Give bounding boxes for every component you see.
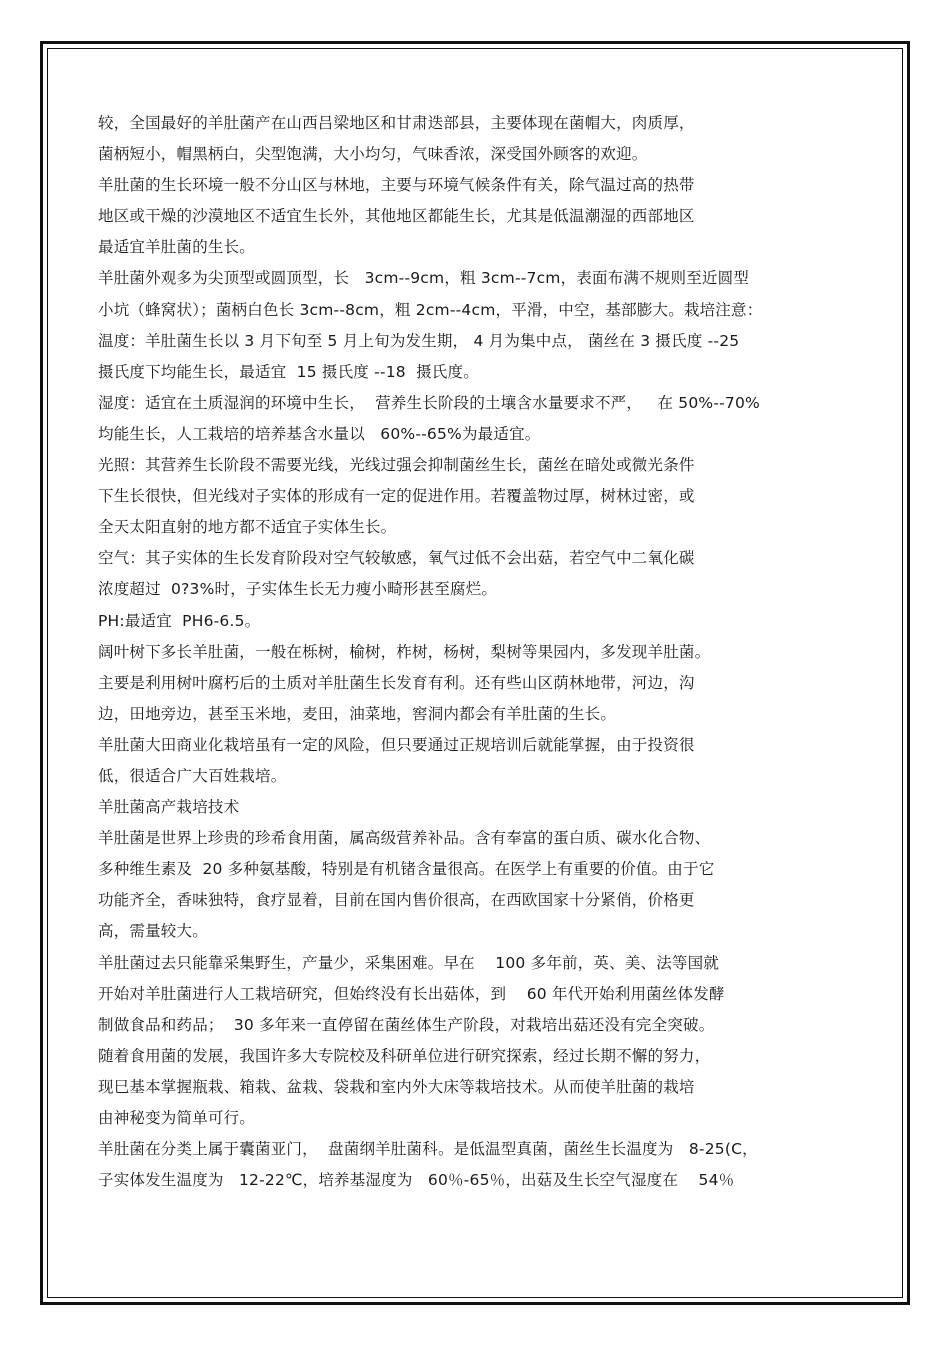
text-line: 小坑（蜂窝状）；菌柄白色长 3cm--8cm，粗 2cm--4cm，平滑，中空，基部膨大。栽培注意： — [98, 300, 763, 319]
document-body — [98, 108, 858, 1196]
text-line: 羊肚菌在分类上属于囊菌亚门， 盘菌纲羊肚菌科。是低温型真菌，菌丝生长温度为 8-25(C， — [98, 1140, 758, 1159]
text-line: 子实体发生温度为 12-22℃，培养基湿度为 60％-65％，出菇及生长空气湿度在 54％ — [98, 1171, 735, 1190]
text-line: 阔叶树下多长羊肚菌，一般在栎树，榆树，柞树，杨树，梨树等果园内，多发现羊肚菌。 — [98, 642, 711, 661]
text-line: 边，田地旁边，甚至玉米地，麦田，油菜地，窖洞内都会有羊肚菌的生长。 — [98, 704, 617, 723]
text-line: 现巳基本掌握瓶栽、箱栽、盆栽、袋栽和室内外大床等栽培技术。从而使羊肚菌的栽培 — [98, 1077, 695, 1096]
text-line: 光照：其营养生长阶段不需要光线，光线过强会抑制菌丝生长，菌丝在暗处或微光条件 — [98, 456, 695, 475]
text-line: 较，全国最好的羊肚菌产在山西吕梁地区和甘肃迭部县，主要体现在菌帽大，肉质厚， — [98, 114, 695, 132]
text-line: 羊肚菌过去只能靠采集野生，产量少，采集困难。早在 100 多年前，英、美、法等国就 — [98, 953, 720, 972]
text-line: 制做食品和药品； 30 多年来一直停留在菌丝体生产阶段，对栽培出菇还没有完全突破。 — [98, 1015, 715, 1034]
text-line: 菌柄短小，帽黑柄白，尖型饱满，大小均匀，气味香浓，深受国外顾客的欢迎。 — [98, 145, 648, 164]
text-line: 温度：羊肚菌生长以 3 月下旬至 5 月上旬为发生期， 4 月为集中点， 菌丝在 3 摄氏度 --25 — [98, 331, 740, 350]
text-line: 空气：其子实体的生长发育阶段对空气较敏感，氧气过低不会出菇，若空气中二氧化碳 — [98, 549, 695, 568]
text-line: 羊肚菌大田商业化栽培虽有一定的风险，但只要通过正规培训后就能掌握，由于投资很 — [98, 735, 695, 754]
text-line: 最适宜羊肚菌的生长。 — [98, 238, 256, 257]
text-line: 湿度：适宜在土质湿润的环境中生长， 营养生长阶段的土壤含水量要求不严， 在 50%--70% — [98, 393, 760, 412]
text-line: 主要是利用树叶腐朽后的土质对羊肚菌生长发育有利。还有些山区荫林地带，河边，沟 — [98, 673, 695, 692]
text-line: 高，需量较大。 — [98, 922, 208, 941]
section-heading: 羊肚菌高产栽培技术 — [98, 798, 240, 817]
text-line: 羊肚菌的生长环境一般不分山区与林地，主要与环境气候条件有关，除气温过高的热带 — [98, 176, 695, 195]
text-line: 开始对羊肚菌进行人工栽培研究，但始终没有长出菇体，到 60 年代开始利用菌丝体发酵 — [98, 984, 725, 1003]
text-line: 羊肚菌外观多为尖顶型或圆顶型，长 3cm--9cm，粗 3cm--7cm，表面布满不规则至近圆型 — [98, 269, 750, 288]
text-line: 均能生长，人工栽培的培养基含水量以 60%--65%为最适宜。 — [98, 424, 541, 443]
text-line: 摄氏度下均能生长，最适宜 15 摄氏度 --18 摄氏度。 — [98, 362, 479, 381]
text-line: 由神秘变为简单可行。 — [98, 1109, 256, 1127]
text-line: 多种维生素及 20 多种氨基酸，特别是有机锗含量很高。在医学上有重要的价值。由于它 — [98, 860, 715, 879]
text-line: 羊肚菌是世界上珍贵的珍希食用菌，属高级营养补品。含有奉富的蛋白质、碳水化合物、 — [98, 829, 711, 848]
text-line: 随着食用菌的发展，我国许多大专院校及科研单位进行研究探索，经过长期不懈的努力， — [98, 1046, 711, 1065]
text-line: 低，很适合广大百姓栽培。 — [98, 766, 287, 785]
text-line: 浓度超过 0?3%时，子实体生长无力瘦小畸形甚至腐烂。 — [98, 580, 498, 599]
text-line: 全天太阳直射的地方都不适宜子实体生长。 — [98, 518, 397, 537]
text-line: 功能齐全，香味独特，食疗显着，目前在国内售价很高，在西欧国家十分紧俏，价格更 — [98, 891, 695, 910]
text-line: 地区或干燥的沙漠地区不适宜生长外，其他地区都能生长，尤其是低温潮湿的西部地区 — [98, 207, 695, 226]
text-line: 下生长很快，但光线对子实体的形成有一定的促进作用。若覆盖物过厚，树林过密，或 — [98, 487, 695, 506]
text-line: PH:最适宜 PH6-6.5。 — [98, 611, 261, 630]
